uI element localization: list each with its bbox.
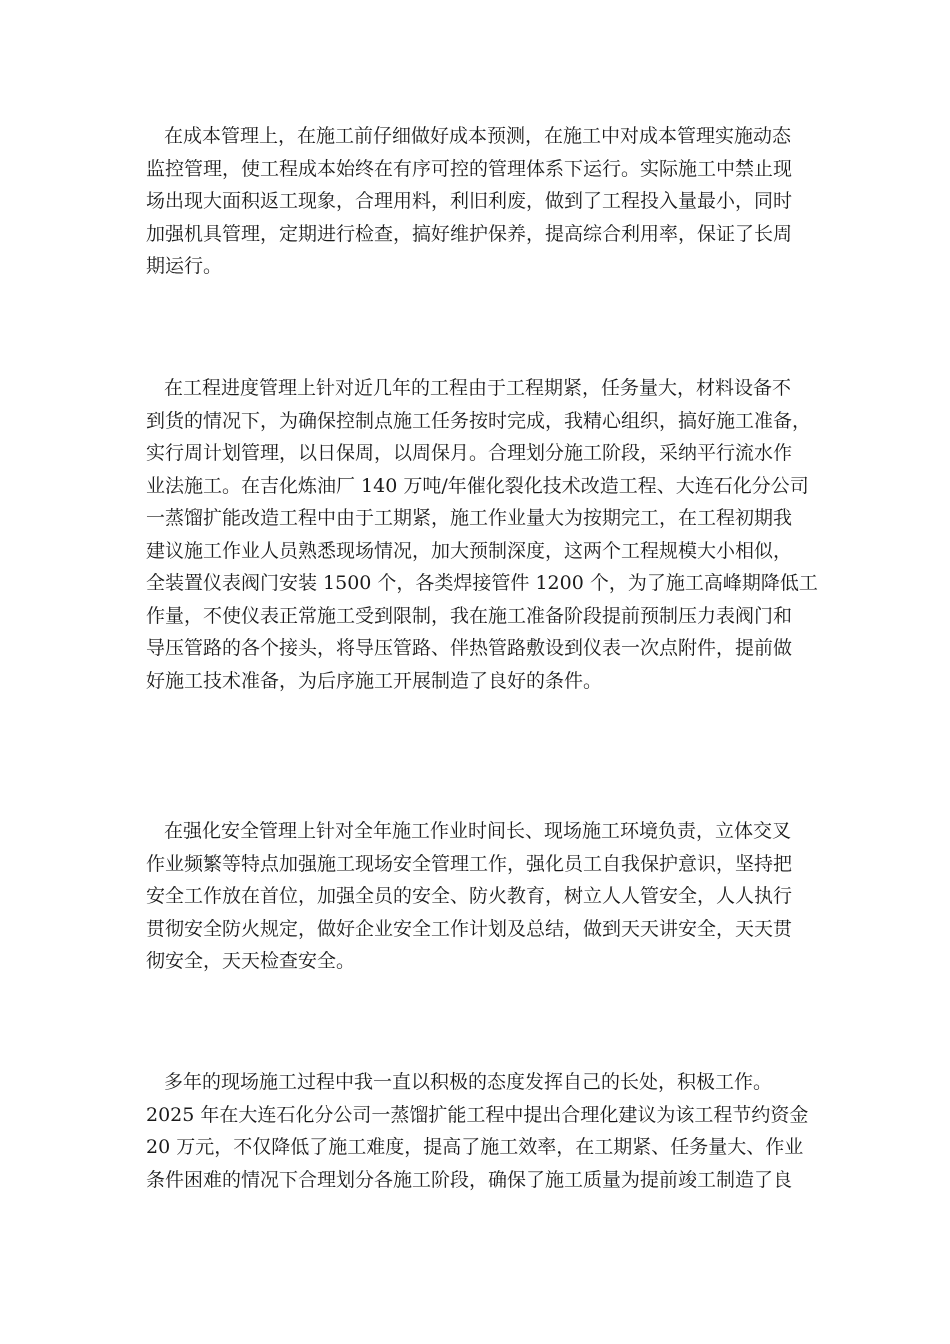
text-line: 在成本管理上，在施工前仔细做好成本预测，在施工中对成本管理实施动态 <box>164 125 792 147</box>
text-line: 2025 年在大连石化分公司一蒸馏扩能工程中提出合理化建议为该工程节约资金 <box>146 1103 809 1126</box>
paragraph-schedule-management <box>146 372 816 697</box>
text-line: 业法施工。在吉化炼油厂 140 万吨/年催化裂化技术改造工程、大连石化分公司 <box>146 474 809 497</box>
text-line: 条件困难的情况下合理划分各施工阶段，确保了施工质量为提前竣工制造了良 <box>146 1168 793 1191</box>
paragraph-safety-management <box>146 815 816 978</box>
text-line: 全装置仪表阀门安装 1500 个，各类焊接管件 1200 个，为了施工高峰期降低工 <box>146 572 818 594</box>
text-line: 20 万元，不仅降低了施工难度，提高了施工效率，在工期紧、任务量大、作业 <box>146 1136 804 1158</box>
text-line: 加强机具管理，定期进行检查，搞好维护保养，提高综合利用率，保证了长周 <box>146 222 793 245</box>
text-line: 监控管理，使工程成本始终在有序可控的管理体系下运行。实际施工中禁止现 <box>146 157 793 180</box>
text-line: 作业频繁等特点加强施工现场安全管理工作，强化员工自我保护意识，坚持把 <box>146 852 793 875</box>
text-line: 场出现大面积返工现象，合理用料，利旧利废，做到了工程投入量最小，同时 <box>146 190 793 212</box>
text-line: 安全工作放在首位，加强全员的安全、防火教育，树立人人管安全，人人执行 <box>146 885 793 907</box>
text-line: 导压管路的各个接头，将导压管路、伴热管路敷设到仪表一次点附件，提前做 <box>146 637 793 659</box>
text-line: 作量，不使仪表正常施工受到限制，我在施工准备阶段提前预制压力表阀门和 <box>146 604 793 627</box>
text-line: 到货的情况下，为确保控制点施工任务按时完成，我精心组织，搞好施工准备， <box>146 409 812 432</box>
text-line: 彻安全，天天检查安全。 <box>146 950 356 972</box>
text-line: 实行周计划管理，以日保周，以周保月。合理划分施工阶段，采纳平行流水作 <box>146 442 793 464</box>
text-line: 期运行。 <box>146 255 223 277</box>
paragraph-cost-management <box>146 120 816 283</box>
text-line: 一蒸馏扩能改造工程中由于工期紧，施工作业量大为按期完工，在工程初期我 <box>146 507 793 529</box>
paragraph-work-achievements <box>146 1066 816 1196</box>
text-line: 建议施工作业人员熟悉现场情况，加大预制深度，这两个工程规模大小相似， <box>146 539 793 562</box>
text-line: 在强化安全管理上针对全年施工作业时间长、现场施工环境负责，立体交叉 <box>164 820 792 842</box>
text-line: 多年的现场施工过程中我一直以积极的态度发挥自己的长处，积极工作。 <box>164 1071 773 1093</box>
text-line: 在工程进度管理上针对近几年的工程由于工程期紧，任务量大，材料设备不 <box>164 377 792 399</box>
text-line: 好施工技术准备，为后序施工开展制造了良好的条件。 <box>146 669 603 692</box>
text-line: 贯彻安全防火规定，做好企业安全工作计划及总结，做到天天讲安全，天天贯 <box>146 917 793 940</box>
